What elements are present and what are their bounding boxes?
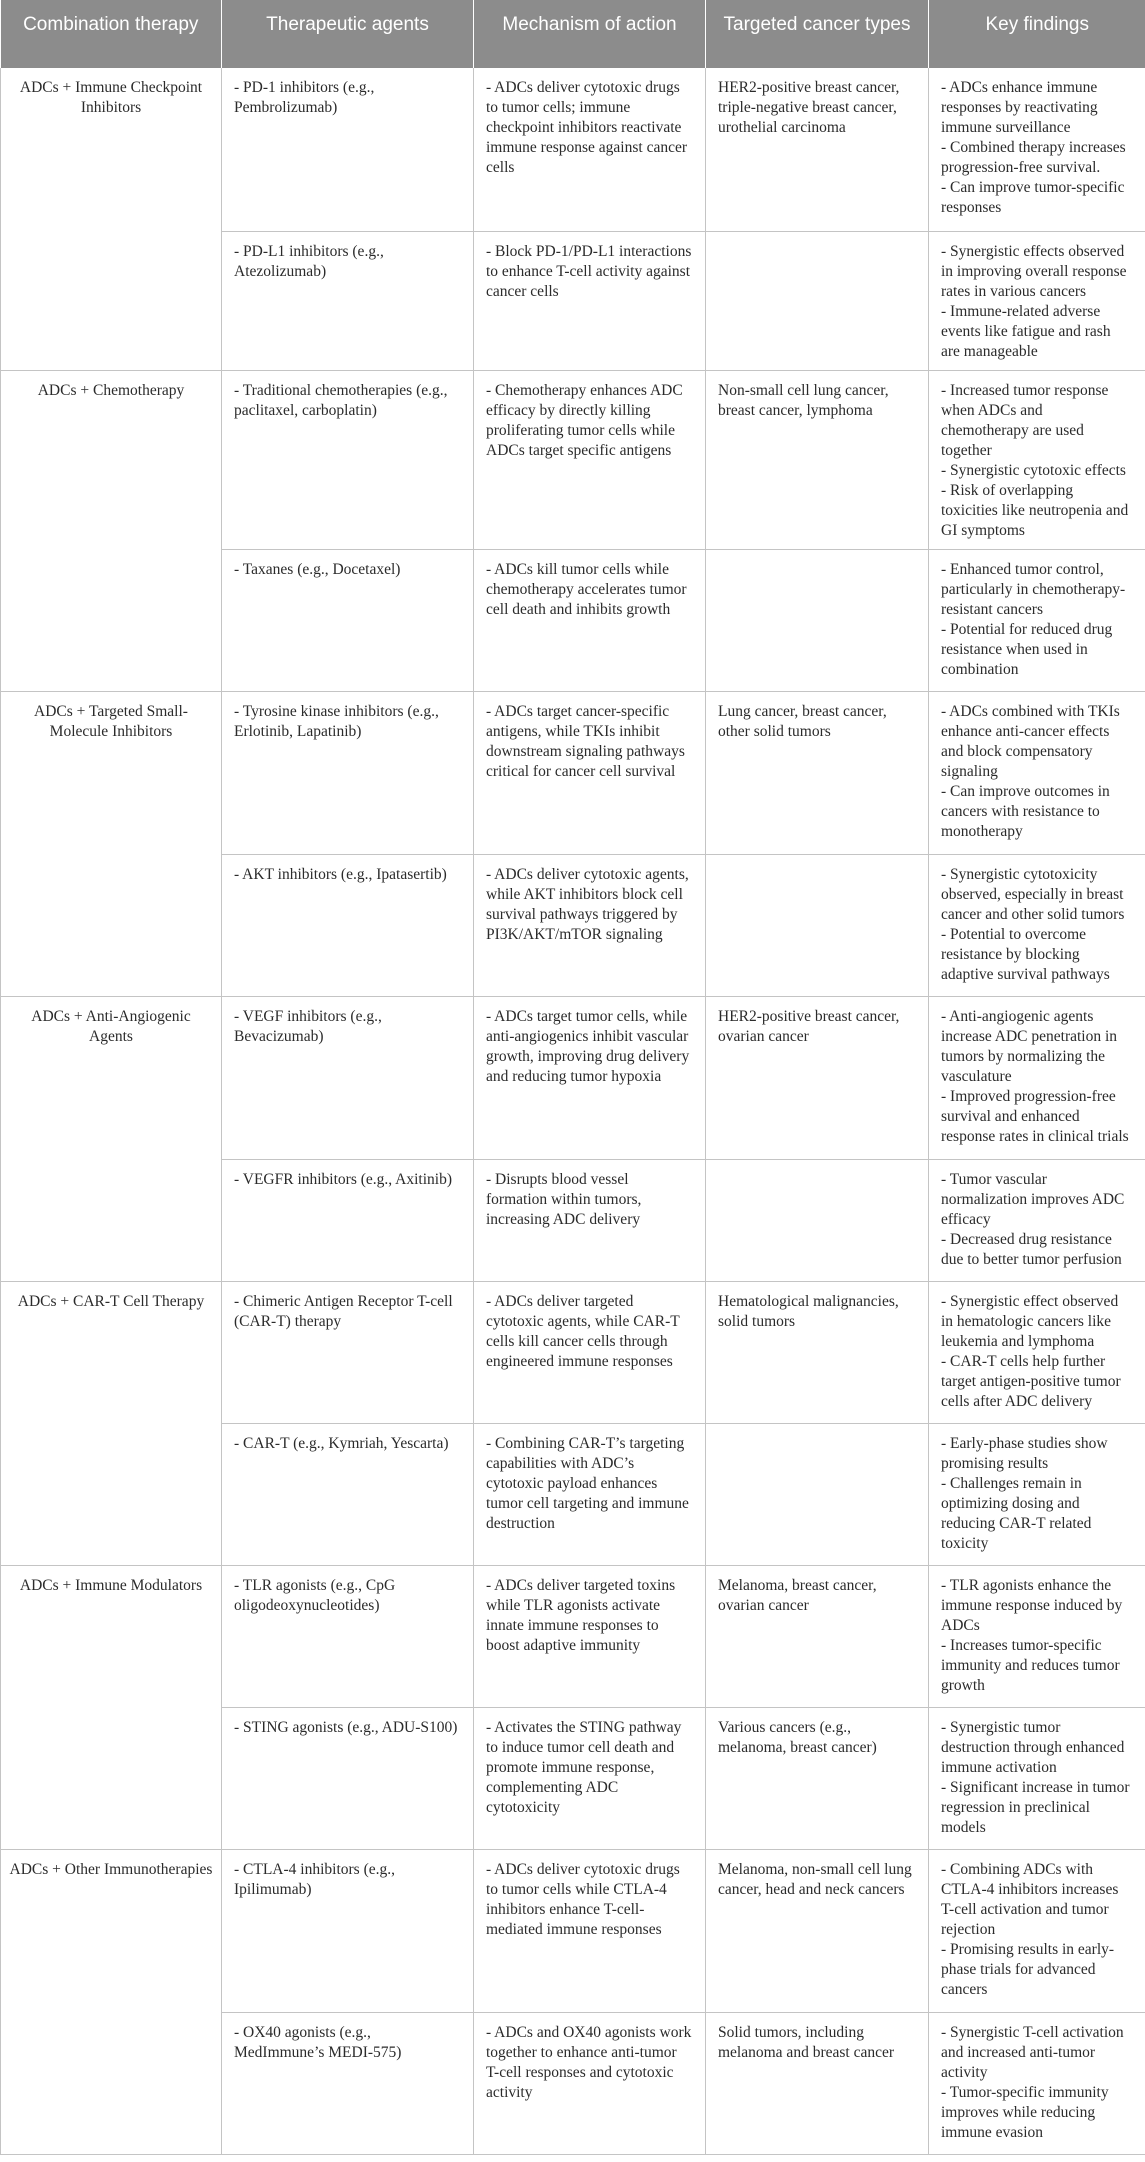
- findings-cell: [929, 996, 1145, 1159]
- header-row: [1, 0, 1145, 68]
- finding-item: - Challenges remain in optimizing dosing and reducing CAR-T related toxicity: [941, 1474, 1092, 1552]
- agents-cell: - Taxanes (e.g., Docetaxel): [222, 549, 474, 691]
- mechanism-cell: - Combining CAR-T’s targeting capabilities with ADC’s cytotoxic payload enhances tumor cell targeting and immune destruction: [474, 1423, 706, 1565]
- agents-cell: - CAR-T (e.g., Kymriah, Yescarta): [222, 1423, 474, 1565]
- table-row: [1, 1849, 1145, 2012]
- findings-cell: [929, 1849, 1145, 2012]
- agents-cell: - VEGF inhibitors (e.g., Bevacizumab): [222, 996, 474, 1159]
- combination-cell: ADCs + Immune Checkpoint Inhibitors: [1, 68, 222, 370]
- finding-item: - Early-phase studies show promising results: [941, 1434, 1108, 1472]
- finding-item: - Synergistic cytotoxicity observed, especially in breast cancer and other solid tumors: [941, 865, 1125, 923]
- findings-cell: [929, 854, 1145, 996]
- finding-item: - Increases tumor-specific immunity and reduces tumor growth: [941, 1636, 1120, 1694]
- combination-cell: ADCs + Other Immunotherapies: [1, 1849, 222, 2154]
- finding-item: - ADCs enhance immune responses by reactivating immune surveillance: [941, 79, 1098, 136]
- table-row: [1, 691, 1145, 854]
- findings-cell: [929, 549, 1145, 691]
- mechanism-cell: - Chemotherapy enhances ADC efficacy by directly killing proliferating tumor cells while ADCs target specific antigens: [474, 370, 706, 549]
- findings-cell: [929, 1159, 1145, 1281]
- agents-cell: - PD-1 inhibitors (e.g., Pembrolizumab): [222, 68, 474, 231]
- finding-item: - Can improve tumor-specific responses: [941, 179, 1125, 216]
- finding-item: - Risk of overlapping toxicities like neutropenia and GI symptoms: [941, 481, 1129, 539]
- cancer-types-cell: [706, 854, 929, 996]
- finding-item: - Synergistic T-cell activation and increased anti-tumor activity: [941, 2023, 1124, 2081]
- table-row: [1, 1281, 1145, 1423]
- findings-cell: [929, 68, 1145, 231]
- combination-cell: ADCs + Chemotherapy: [1, 370, 222, 691]
- header-combination-therapy: Combination therapy: [1, 0, 222, 68]
- header-mechanism-of-action: Mechanism of action: [474, 0, 706, 68]
- finding-item: - Potential for reduced drug resistance when used in combination: [941, 620, 1113, 678]
- finding-item: - Significant increase in tumor regression in preclinical models: [941, 1778, 1130, 1836]
- cancer-types-cell: Lung cancer, breast cancer, other solid tumors: [706, 691, 929, 854]
- mechanism-cell: - ADCs deliver cytotoxic agents, while AKT inhibitors block cell survival pathways triggered by PI3K/AKT/mTOR signaling: [474, 854, 706, 996]
- cancer-types-cell: Melanoma, breast cancer, ovarian cancer: [706, 1565, 929, 1707]
- finding-item: - Decreased drug resistance due to better tumor perfusion: [941, 1230, 1122, 1268]
- mechanism-cell: - Block PD-1/PD-L1 interactions to enhance T-cell activity against cancer cells: [474, 231, 706, 370]
- finding-item: - Improved progression-free survival and enhanced response rates in clinical trials: [941, 1087, 1129, 1145]
- finding-item: - CAR-T cells help further target antigen-positive tumor cells after ADC delivery: [941, 1352, 1121, 1410]
- cancer-types-cell: [706, 231, 929, 370]
- cancer-types-cell: [706, 1423, 929, 1565]
- findings-cell: [929, 1565, 1145, 1707]
- finding-item: - Anti-angiogenic agents increase ADC penetration in tumors by normalizing the vasculature: [941, 1007, 1118, 1085]
- finding-item: - Synergistic effect observed in hematologic cancers like leukemia and lymphoma: [941, 1292, 1119, 1350]
- findings-cell: [929, 1707, 1145, 1849]
- finding-item: - Synergistic cytotoxic effects: [941, 461, 1126, 479]
- mechanism-cell: - ADCs and OX40 agonists work together to enhance anti-tumor T-cell responses and cytotoxic activity: [474, 2012, 706, 2154]
- findings-cell: [929, 691, 1145, 854]
- cancer-types-cell: [706, 549, 929, 691]
- mechanism-cell: - ADCs deliver cytotoxic drugs to tumor cells while CTLA-4 inhibitors enhance T-cell-mediated immune responses: [474, 1849, 706, 2012]
- cancer-types-cell: Solid tumors, including melanoma and breast cancer: [706, 2012, 929, 2154]
- combination-cell: ADCs + Anti-Angiogenic Agents: [1, 996, 222, 1281]
- mechanism-cell: - ADCs deliver targeted toxins while TLR agonists activate innate immune responses to boost adaptive immunity: [474, 1565, 706, 1707]
- agents-cell: - Tyrosine kinase inhibitors (e.g., Erlotinib, Lapatinib): [222, 691, 474, 854]
- findings-cell: [929, 1423, 1145, 1565]
- agents-cell: - VEGFR inhibitors (e.g., Axitinib): [222, 1159, 474, 1281]
- finding-item: - Potential to overcome resistance by blocking adaptive survival pathways: [941, 925, 1110, 983]
- cancer-types-cell: Melanoma, non-small cell lung cancer, head and neck cancers: [706, 1849, 929, 2012]
- finding-item: - Tumor-specific immunity improves while reducing immune evasion: [941, 2083, 1109, 2141]
- finding-item: - Tumor vascular normalization improves ADC efficacy: [941, 1170, 1125, 1228]
- finding-item: - Can improve outcomes in cancers with resistance to monotherapy: [941, 782, 1110, 840]
- combination-cell: ADCs + Immune Modulators: [1, 1565, 222, 1849]
- agents-cell: - TLR agonists (e.g., CpG oligodeoxynucleotides): [222, 1565, 474, 1707]
- header-targeted-cancer-types: Targeted cancer types: [706, 0, 929, 68]
- header-key-findings: Key findings: [929, 0, 1145, 68]
- header-therapeutic-agents: Therapeutic agents: [222, 0, 474, 68]
- combination-cell: ADCs + Targeted Small-Molecule Inhibitors: [1, 691, 222, 996]
- findings-cell: [929, 370, 1145, 549]
- cancer-types-cell: HER2-positive breast cancer, triple-negative breast cancer, urothelial carcinoma: [706, 68, 929, 231]
- agents-cell: - Chimeric Antigen Receptor T-cell (CAR-T) therapy: [222, 1281, 474, 1423]
- table-row: [1, 1565, 1145, 1707]
- table-row: [1, 996, 1145, 1159]
- cancer-types-cell: [706, 1159, 929, 1281]
- findings-cell: [929, 1281, 1145, 1423]
- finding-item: - Enhanced tumor control, particularly in chemotherapy-resistant cancers: [941, 560, 1126, 618]
- findings-cell: [929, 231, 1145, 370]
- table-row: [1, 370, 1145, 549]
- agents-cell: - PD-L1 inhibitors (e.g., Atezolizumab): [222, 231, 474, 370]
- mechanism-cell: - ADCs target cancer-specific antigens, while TKIs inhibit downstream signaling pathways critical for cancer cell survival: [474, 691, 706, 854]
- agents-cell: - CTLA-4 inhibitors (e.g., Ipilimumab): [222, 1849, 474, 2012]
- mechanism-cell: - ADCs kill tumor cells while chemotherapy accelerates tumor cell death and inhibits growth: [474, 549, 706, 691]
- findings-cell: [929, 2012, 1145, 2154]
- cancer-types-cell: HER2-positive breast cancer, ovarian cancer: [706, 996, 929, 1159]
- mechanism-cell: - Disrupts blood vessel formation within tumors, increasing ADC delivery: [474, 1159, 706, 1281]
- mechanism-cell: - ADCs target tumor cells, while anti-angiogenics inhibit vascular growth, improving drug delivery and reducing tumor hypoxia: [474, 996, 706, 1159]
- agents-cell: - OX40 agonists (e.g., MedImmune’s MEDI-575): [222, 2012, 474, 2154]
- combination-cell: ADCs + CAR-T Cell Therapy: [1, 1281, 222, 1565]
- mechanism-cell: - ADCs deliver cytotoxic drugs to tumor cells; immune checkpoint inhibitors reactivate immune response against cancer cells: [474, 68, 706, 231]
- cancer-types-cell: Non-small cell lung cancer, breast cancer, lymphoma: [706, 370, 929, 549]
- table-row: [1, 68, 1145, 231]
- finding-item: - ADCs combined with TKIs enhance anti-cancer effects and block compensatory signaling: [941, 702, 1120, 780]
- mechanism-cell: - Activates the STING pathway to induce tumor cell death and promote immune response, complementing ADC cytotoxicity: [474, 1707, 706, 1849]
- finding-item: - Increased tumor response when ADCs and chemotherapy are used together: [941, 381, 1109, 459]
- finding-item: - Combining ADCs with CTLA-4 inhibitors increases T-cell activation and tumor rejection: [941, 1860, 1119, 1938]
- finding-item: - Combined therapy increases progression-free survival.: [941, 139, 1126, 176]
- finding-item: - Immune-related adverse events like fatigue and rash are manageable: [941, 302, 1111, 360]
- finding-item: - TLR agonists enhance the immune response induced by ADCs: [941, 1576, 1123, 1634]
- agents-cell: - AKT inhibitors (e.g., Ipatasertib): [222, 854, 474, 996]
- finding-item: - Synergistic tumor destruction through enhanced immune activation: [941, 1718, 1125, 1776]
- agents-cell: - Traditional chemotherapies (e.g., paclitaxel, carboplatin): [222, 370, 474, 549]
- agents-cell: - STING agonists (e.g., ADU-S100): [222, 1707, 474, 1849]
- mechanism-cell: - ADCs deliver targeted cytotoxic agents, while CAR-T cells kill cancer cells through engineered immune responses: [474, 1281, 706, 1423]
- cancer-types-cell: Hematological malignancies, solid tumors: [706, 1281, 929, 1423]
- finding-item: - Promising results in early-phase trials for advanced cancers: [941, 1940, 1115, 1998]
- finding-item: - Synergistic effects observed in improving overall response rates in various cancers: [941, 242, 1127, 300]
- cancer-types-cell: Various cancers (e.g., melanoma, breast cancer): [706, 1707, 929, 1849]
